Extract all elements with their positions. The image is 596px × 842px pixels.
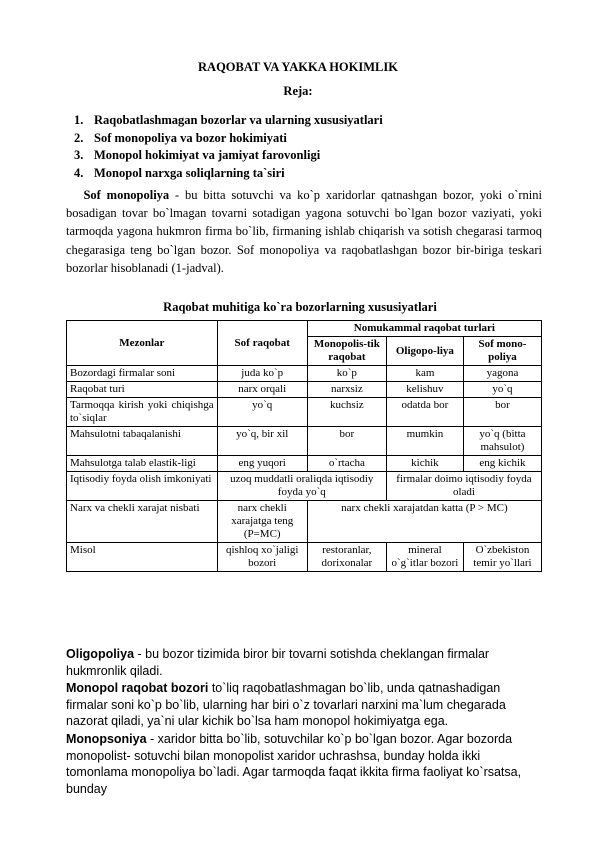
- cell-value: bor: [463, 398, 541, 427]
- cell-value: O`zbekiston temir yo`llari: [463, 543, 541, 572]
- table-row: [67, 472, 542, 501]
- table-row: [67, 398, 542, 427]
- header-sof-monopoliya: Sof mono-poliya: [463, 337, 541, 366]
- plan-item-text: Monopol narxga soliqlarning ta`siri: [94, 165, 285, 180]
- table-row: [67, 382, 542, 398]
- cell-value: firmalar doimo iqtisodiy foyda oladi: [386, 472, 541, 501]
- plan-item-text: Sof monopoliya va bozor hokimiyati: [94, 130, 287, 145]
- cell-value: eng kichik: [463, 456, 541, 472]
- cell-value: o`rtacha: [307, 456, 386, 472]
- cell-value: kuchsiz: [307, 398, 386, 427]
- cell-value: narx chekli xarajatdan katta (P > MC): [307, 501, 541, 543]
- cell-value: bor: [307, 427, 386, 456]
- cell-criterion: Narx va chekli xarajat nisbati: [67, 501, 218, 543]
- table-caption: Raqobat muhitiga ko`ra bozorlarning xususiyatlari: [163, 300, 437, 314]
- cell-value: narxsiz: [307, 382, 386, 398]
- cell-value: eng yuqori: [217, 456, 307, 472]
- plan-item: [74, 147, 383, 165]
- header-sof-raqobat: Sof raqobat: [217, 321, 307, 366]
- plan-heading: Reja:: [283, 84, 313, 98]
- plan-item-text: Raqobatlashmagan bozorlar va ularning xususiyatlari: [94, 113, 383, 127]
- intro-paragraph: [66, 186, 542, 277]
- monopol-raqobat-term: Monopol raqobat bozori: [66, 681, 209, 695]
- cell-criterion: Mahsulotga talab elastik-ligi: [67, 456, 218, 472]
- monopol-raqobat-text: to`liq raqobatlashmagan bo`lib, unda qatnashadigan firmalar soni ko`p bo`lib, ularning har biri o`z tovarlari narxini ma`lum chegarada nazorat qiladi, ya`ni ular kichik bo`lsa ham monopol hokimiyatga ega.: [66, 681, 506, 729]
- cell-value: yo`q: [217, 398, 307, 427]
- cell-criterion: Iqtisodiy foyda olish imkoniyati: [67, 472, 218, 501]
- plan-item-number: 4.: [74, 165, 84, 180]
- cell-value: mumkin: [386, 427, 463, 456]
- cell-value: restoranlar, dorixonalar: [307, 543, 386, 572]
- plan-item: [74, 130, 383, 148]
- market-comparison-table: [66, 320, 542, 572]
- cell-criterion: Tarmoqqa kirish yoki chiqishga to`siqlar: [67, 398, 218, 427]
- header-monopolistik: Monopolis-tik raqobat: [307, 337, 386, 366]
- cell-value: narx orqali: [217, 382, 307, 398]
- table-row: [67, 366, 542, 382]
- table-row: [67, 456, 542, 472]
- intro-term: Sof monopoliya: [83, 188, 170, 202]
- table-header-row: [67, 321, 542, 337]
- cell-value: yo`q: [463, 382, 541, 398]
- oligopoliya-paragraph: [66, 646, 544, 679]
- cell-value: yo`q (bitta mahsulot): [463, 427, 541, 456]
- monopsoniya-paragraph: [66, 731, 544, 798]
- header-nomukammal: Nomukammal raqobat turlari: [307, 321, 541, 337]
- cell-value: yagona: [463, 366, 541, 382]
- cell-criterion: Mahsulotni tabaqalanishi: [67, 427, 218, 456]
- plan-list: [74, 112, 383, 182]
- table-row: [67, 543, 542, 572]
- monopol-raqobat-paragraph: [66, 680, 544, 730]
- header-mezonlar: Mezonlar: [67, 321, 218, 366]
- oligopoliya-term: Oligopoliya: [66, 647, 135, 661]
- header-oligopoliya: Oligopo-liya: [386, 337, 463, 366]
- table-row: [67, 501, 542, 543]
- page-title: RAQOBAT VA YAKKA HOKIMLIK: [198, 60, 398, 74]
- plan-item-number: 3.: [74, 148, 84, 162]
- cell-value: narx chekli xarajatga teng (P=MC): [217, 501, 307, 543]
- cell-value: kichik: [386, 456, 463, 472]
- cell-value: ko`p: [307, 366, 386, 382]
- cell-value: kelishuv: [386, 382, 463, 398]
- cell-value: mineral o`g`itlar bozori: [386, 543, 463, 572]
- intro-text: - bu bitta sotuvchi va ko`p xaridorlar qatnashgan bozor, yoki o`rnini bosadigan tovar bo`lmagan tovarni sotadigan yagona sotuvchi bo`lgan bozor vaziyati, yoki tarmoqda yagona hukmron firma bo`lib, firmaning ishlab chiqarish va sotish chegarasi tarmoq chegarasiga teng bo`lgan bozor. Sof monopoliya va raqobatlashgan bozor bir-biriga teskari bozorlar hisoblanadi (1-jadval).: [66, 188, 542, 275]
- plan-item-number: 1.: [74, 113, 84, 127]
- cell-criterion: Raqobat turi: [67, 382, 218, 398]
- cell-value: juda ko`p: [217, 366, 307, 382]
- cell-value: odatda bor: [386, 398, 463, 427]
- cell-value: qishloq xo`jaligi bozori: [217, 543, 307, 572]
- oligopoliya-text: - bu bozor tizimida biror bir tovarni sotishda cheklangan firmalar hukmronlik qiladi.: [66, 647, 490, 678]
- cell-criterion: Bozordagi firmalar soni: [67, 366, 218, 382]
- table-row: [67, 427, 542, 456]
- monopsoniya-term: Monopsoniya: [66, 732, 147, 746]
- cell-criterion: Misol: [67, 543, 218, 572]
- plan-item: [74, 112, 383, 130]
- cell-value: uzoq muddatli oraliqda iqtisodiy foyda yo`q: [217, 472, 386, 501]
- cell-value: yo`q, bir xil: [217, 427, 307, 456]
- plan-item: [74, 165, 383, 183]
- plan-item-text: Monopol hokimiyat va jamiyat farovonligi: [94, 148, 321, 162]
- plan-item-number: 2.: [74, 130, 84, 145]
- cell-value: kam: [386, 366, 463, 382]
- monopsoniya-text: - xaridor bitta bo`lib, sotuvchilar ko`p bo`lgan bozor. Agar bozorda monopolist- sotuvchi bilan monopolist xaridor uchrashsa, bunday holda ikki tomonlama monopoliya bo`ladi. Agar tarmoqda faqat ikkita firma faoliyat ko`rsatsa, bunday: [66, 732, 522, 797]
